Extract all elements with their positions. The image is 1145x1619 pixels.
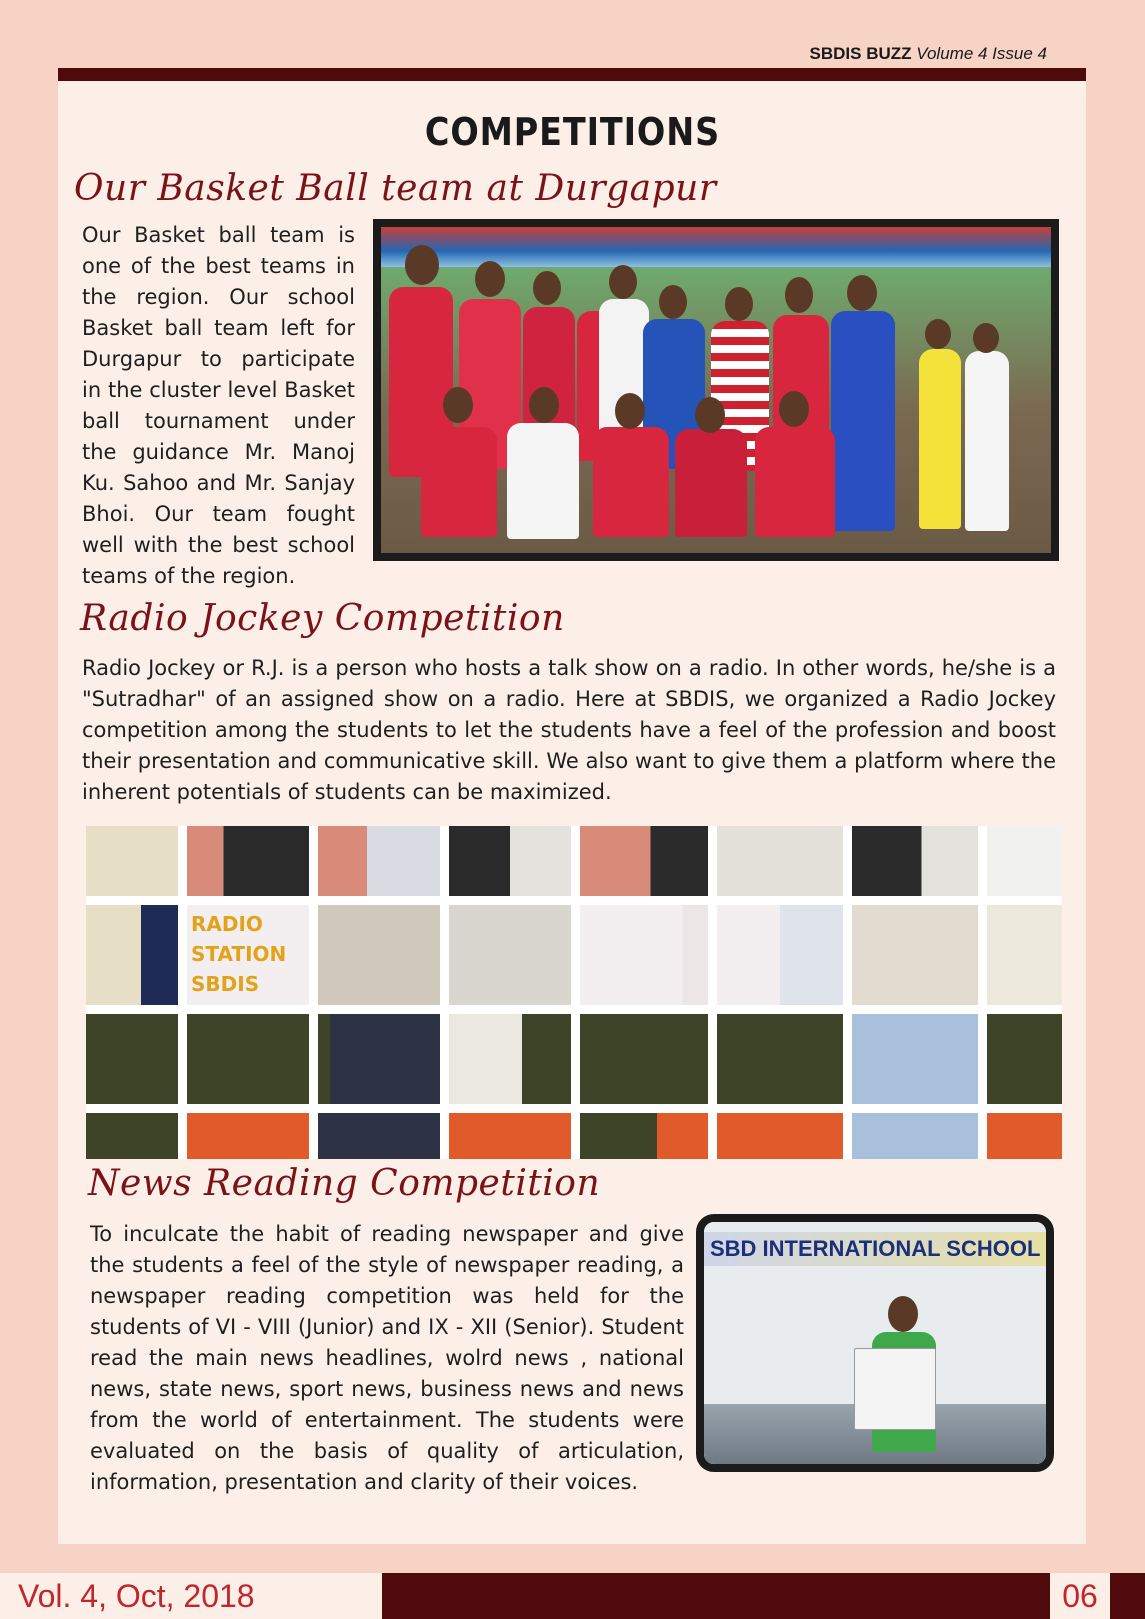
footer-edge [1110,1573,1145,1619]
basketball-team-photo [373,219,1059,561]
footer-bar [382,1573,1050,1619]
page-header [810,44,1047,64]
news-reading-photo [696,1214,1054,1472]
newsletter-brand: SBDIS BUZZ [809,44,912,63]
news-text: To inculcate the habit of reading newspaper and give the students a feel of the style of newspaper reading, a newspaper reading competition was held for the students of VI - VIII (Junior) and IX - XII (Senior). Student read the main news headlines, wolrd news , national news, state news, sport news, business news and news from the world of entertainment. The students were evaluated on the basis of quality of articulation, information, presentation and clarity of their voices. [90,1222,684,1494]
basketball-text: Our Basket ball team is one of the best teams in the region. Our school Basket ball team left for Durgapur to participate in the cluster level Basket ball tournament under the guidance Mr. Manoj Ku. Sahoo and Mr. Sanjay Bhoi. Our team fought well with the best school teams of the region. [82,223,355,588]
radio-jockey-photo-grid [86,826,1062,1159]
radio-heading: Radio Jockey Competition [80,598,565,639]
page-title: COMPETITIONS [424,110,721,154]
news-heading: News Reading Competition [88,1163,601,1204]
top-divider [58,68,1086,81]
issue-label: Volume 4 Issue 4 [916,44,1047,63]
radio-poster: RADIO STATION SBDIS [187,905,309,1005]
basketball-heading: Our Basket Ball team at Durgapur [74,168,717,209]
school-banner: SBD INTERNATIONAL SCHOOL [704,1232,1046,1266]
page-number: 06 [1050,1573,1110,1619]
radio-text: Radio Jockey or R.J. is a person who hosts a talk show on a radio. In other words, he/she is a "Sutradhar" of an assigned show on a radio. Here at SBDIS, we organized a Radio Jockey competition among the students to let the students have a feel of the profession and boost their presentation and communicative skill. We also want to give them a platform where the inherent potentials of students can be maximized. [82,656,1056,804]
footer-volume: Vol. 4, Oct, 2018 [0,1573,382,1619]
